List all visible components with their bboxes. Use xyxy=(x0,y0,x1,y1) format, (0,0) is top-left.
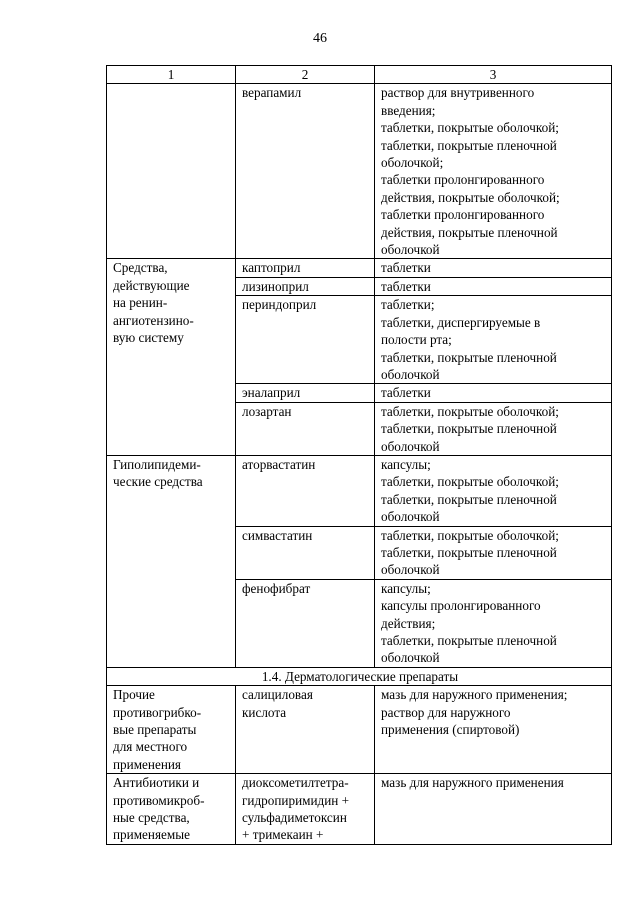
dosage-form-line: таблетки, покрытые пленочной xyxy=(381,544,557,560)
drug-cell xyxy=(236,526,375,579)
group-line: применения xyxy=(113,756,181,772)
dosage-form-line: таблетки xyxy=(381,385,431,401)
dosage-form-cell xyxy=(375,455,612,526)
drug-cell xyxy=(236,686,375,774)
dosage-form-line: действия, покрытые оболочкой; xyxy=(381,189,560,205)
page-number: 46 xyxy=(313,31,327,46)
drug-line: симвастатин xyxy=(242,527,313,543)
drug-cell xyxy=(236,455,375,526)
dosage-form-line: таблетки; xyxy=(381,297,435,313)
dosage-form-line: таблетки, покрытые пленочной xyxy=(381,421,557,437)
drug-cell xyxy=(236,774,375,845)
group-line: Антибиотики и xyxy=(113,775,200,791)
drug-line: лизиноприл xyxy=(242,278,309,294)
dosage-form-line: таблетки, покрытые пленочной xyxy=(381,349,557,365)
drug-line: каптоприл xyxy=(242,260,301,276)
group-line: противомикроб- xyxy=(113,792,205,808)
dosage-form-line: таблетки, покрытые пленочной xyxy=(381,491,557,507)
drug-line: сульфадиметоксин xyxy=(242,810,347,826)
drug-line: верапамил xyxy=(242,85,302,101)
group-line: ческие средства xyxy=(113,474,203,490)
group-cell xyxy=(107,259,236,455)
drug-cell xyxy=(236,259,375,277)
dosage-form-cell xyxy=(375,579,612,667)
dosage-form-line: таблетки, покрытые оболочкой; xyxy=(381,403,559,419)
dosage-form-line: введения; xyxy=(381,102,436,118)
dosage-form-line: действия, покрытые пленочной xyxy=(381,224,558,240)
dosage-form-cell xyxy=(375,84,612,259)
group-cell xyxy=(107,455,236,667)
group-line: Прочие xyxy=(113,687,155,703)
group-line: на ренин- xyxy=(113,295,168,311)
section-title: 1.4. Дерматологические препараты xyxy=(107,667,612,685)
table-row xyxy=(107,774,612,845)
dosage-form-line: таблетки пролонгированного xyxy=(381,207,545,223)
drug-cell xyxy=(236,277,375,295)
drug-line: кислота xyxy=(242,704,287,720)
dosage-form-line: капсулы пролонгированного xyxy=(381,598,541,614)
group-line: Гиполипидеми- xyxy=(113,456,201,472)
group-cell xyxy=(107,774,236,845)
dosage-form-line: действия; xyxy=(381,615,436,631)
group-line: ные средства, xyxy=(113,810,190,826)
dosage-form-line: оболочкой xyxy=(381,438,440,454)
dosage-form-line: таблетки, покрытые оболочкой; xyxy=(381,120,559,136)
dosage-form-line: таблетки, покрытые оболочкой; xyxy=(381,474,559,490)
group-line: применяемые xyxy=(113,827,190,843)
dosage-form-line: оболочкой xyxy=(381,562,440,578)
dosage-form-line: применения (спиртовой) xyxy=(381,722,520,738)
dosage-form-line: таблетки, покрытые пленочной xyxy=(381,633,557,648)
dosage-form-cell xyxy=(375,277,612,295)
dosage-form-line: мазь для наружного применения xyxy=(381,775,564,791)
dosage-form-line: оболочкой xyxy=(381,366,440,382)
table-header-row xyxy=(107,66,612,84)
group-line: противогрибко- xyxy=(113,704,202,720)
drug-line: эналаприл xyxy=(242,385,301,401)
dosage-form-cell xyxy=(375,384,612,402)
dosage-form-line: капсулы; xyxy=(381,456,431,472)
dosage-form-line: раствор для внутривенного xyxy=(381,85,535,101)
dosage-form-line: оболочкой; xyxy=(381,155,444,171)
drug-cell xyxy=(236,402,375,455)
column-header: 3 xyxy=(375,66,612,84)
dosage-form-cell xyxy=(375,402,612,455)
group-line: Средства, xyxy=(113,260,168,276)
table-row xyxy=(107,455,612,526)
group-line: ангиотензино- xyxy=(113,312,194,328)
drug-line: гидропиримидин + xyxy=(242,792,350,808)
drug-line: диоксометилтетра- xyxy=(242,775,349,791)
drug-line: лозартан xyxy=(242,403,292,419)
group-line: вые препараты xyxy=(113,722,197,738)
table-row xyxy=(107,686,612,774)
dosage-form-cell xyxy=(375,296,612,384)
dosage-form-cell xyxy=(375,774,612,845)
section-row xyxy=(107,667,612,685)
dosage-form-line: таблетки xyxy=(381,278,431,294)
dosage-form-cell xyxy=(375,259,612,277)
table-row xyxy=(107,84,612,259)
dosage-form-cell xyxy=(375,686,612,774)
group-cell xyxy=(107,686,236,774)
dosage-form-line: таблетки, покрытые пленочной xyxy=(381,137,557,153)
group-line: вую систему xyxy=(113,330,184,346)
drug-cell xyxy=(236,84,375,259)
dosage-form-cell xyxy=(375,526,612,579)
dosage-form-line: раствор для наружного xyxy=(381,704,511,720)
group-line: действующие xyxy=(113,277,190,293)
drug-line: фенофибрат xyxy=(242,580,311,596)
dosage-form-line: таблетки, диспергируемые в xyxy=(381,314,541,330)
dosage-form-line: оболочкой xyxy=(381,242,440,258)
drug-table xyxy=(106,65,612,845)
column-header: 1 xyxy=(107,66,236,84)
drug-cell xyxy=(236,579,375,667)
table-row xyxy=(107,259,612,277)
group-cell xyxy=(107,84,236,259)
drug-line: салициловая xyxy=(242,687,313,703)
dosage-form-line: таблетки, покрытые оболочкой; xyxy=(381,527,559,543)
drug-line: аторвастатин xyxy=(242,456,316,472)
dosage-form-line: оболочкой xyxy=(381,650,440,666)
dosage-form-line: полости рта; xyxy=(381,332,452,348)
dosage-form-line: капсулы; xyxy=(381,580,431,596)
dosage-form-line: мазь для наружного применения; xyxy=(381,687,568,703)
dosage-form-line: таблетки xyxy=(381,260,431,276)
drug-cell xyxy=(236,384,375,402)
dosage-form-line: оболочкой xyxy=(381,509,440,525)
column-header: 2 xyxy=(236,66,375,84)
drug-cell xyxy=(236,296,375,384)
drug-line: периндоприл xyxy=(242,297,317,313)
drug-line: + тримекаин + xyxy=(242,827,324,843)
dosage-form-line: таблетки пролонгированного xyxy=(381,172,545,188)
group-line: для местного xyxy=(113,739,188,755)
